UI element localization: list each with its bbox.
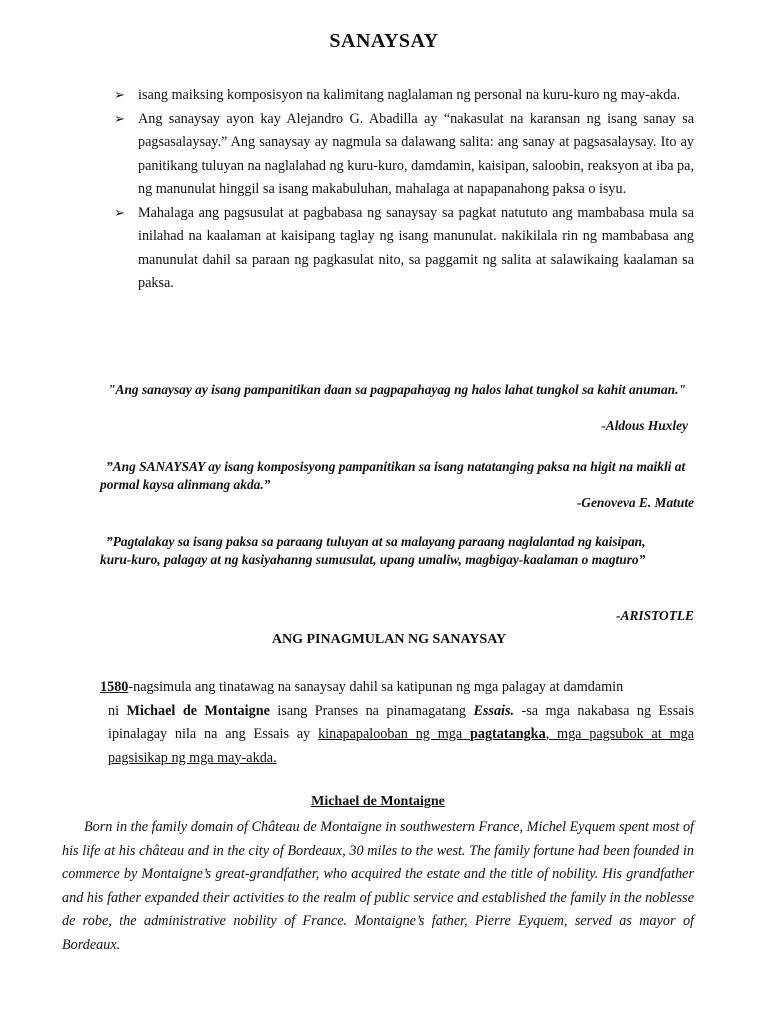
bio-text: Born in the family domain of Château de Montaigne in southwestern France, Michel Eyquem spent most of his life at his château and in the city of Bordeaux, 30 miles to the west. The family fortune had been founded in commerce by Montaigne’s great-grandfather, who acquired the estate and the title of nobility. His grandfather and his father expanded their activities to the realm of public service and established the family in the noblesse de robe, the administrative nobility of France. Montaigne’s father, Pierre Eyquem, served as mayor of Bordeaux. (62, 819, 694, 953)
list-item (108, 202, 694, 296)
list-item (108, 108, 694, 202)
origin-author-name: Michael de Montaigne (126, 702, 270, 719)
arrowhead-bullet-icon: ➢ (114, 111, 125, 127)
origin-text-1: -nagsimula ang tinatawag na sanaysay dahil sa katipunan ng mga palagay at damdamin (128, 679, 624, 695)
quote-matute-text: ”Ang SANAYSAY ay isang komposisyong pampanitikan sa isang natatanging paksa na higit na maikli at pormal kaysa alinmang akda.” (100, 459, 686, 492)
origin-u-post: , mga pagsubok at mga pagsisikap ng mga may-akda. (108, 726, 694, 766)
quote-aristotle-text: ”Pagtalakay sa isang paksa sa paraang tuluyan at sa malayang paraang naglalantad ng kaisipan, kuru-kuro, palagay at ng kasiyahanng sumusulat, upang umaliw, magbigay-kaalaman o magturo” (100, 534, 646, 567)
bullet-text: Mahalaga ang pagsusulat at pagbabasa ng sanaysay sa pagkat natututo ang mambabasa mula sa inilahad na kaalaman at kaisipang taglay ng isang manunulat. nakikilala rin ng mambabasa ang manunulat dahil sa paraan ng pagkasulat nito, sa paggamit ng salita at salawikaing kaalaman sa paksa. (138, 204, 694, 291)
quote-huxley-text: "Ang sanaysay ay isang pampanitikan daan sa pagpapahayag ng halos lahat tungkol sa kahit anuman." (108, 382, 686, 397)
origin-work-title: Essais. (473, 702, 515, 719)
bio-heading: Michael de Montaigne (311, 794, 445, 809)
arrowhead-bullet-icon: ➢ (114, 88, 125, 103)
origin-text-2-pre: ni (108, 702, 127, 719)
bullet-text: isang maiksing komposisyon na kalimitang naglalaman ng personal na kuru-kuro ng may-akda. (138, 87, 681, 103)
section-heading-origin: ANG PINAGMULAN NG SANAYSAY (271, 632, 507, 647)
bullet-text: Ang sanaysay ayon kay Alejandro G. Abadilla ay “nakasulat na karansan ng isang sanay sa pagsasalaysay.” Ang sanaysay ay nagmula sa dalawang salita: ang sanay at pagsasalaysay. Ito ay panitikang tuluyan na naglalahad ng kuru-kuro, damdamin, kaisipan, saloobin, reaksyon at iba pa, ng manunulat hinggil sa isang makabuluhan, mahalaga at napapanahong paksa o isyu. (138, 110, 694, 197)
origin-text-2-mid: isang Pranses na pinamagatang (269, 702, 474, 719)
origin-text-2-post: -sa mga nakabasa ng Essais ipinalagay nila na ang Essais ay (108, 702, 694, 742)
list-item (108, 84, 694, 108)
origin-u-pre: kinapapalooban ng mga (318, 726, 470, 742)
arrowhead-bullet-icon: ➢ (114, 205, 125, 221)
origin-year: 1580 (100, 679, 129, 695)
origin-paragraph (100, 676, 694, 770)
page-title: SANAYSAY (329, 30, 439, 52)
quote-matute-author: -Genoveva E. Matute (576, 495, 694, 510)
origin-u-bold: pagtatangka (469, 726, 546, 742)
bullet-list (108, 84, 694, 296)
quote-huxley-author: -Aldous Huxley (601, 418, 688, 433)
bio-paragraph (62, 816, 694, 957)
quote-aristotle-author: -ARISTOTLE (616, 608, 694, 623)
